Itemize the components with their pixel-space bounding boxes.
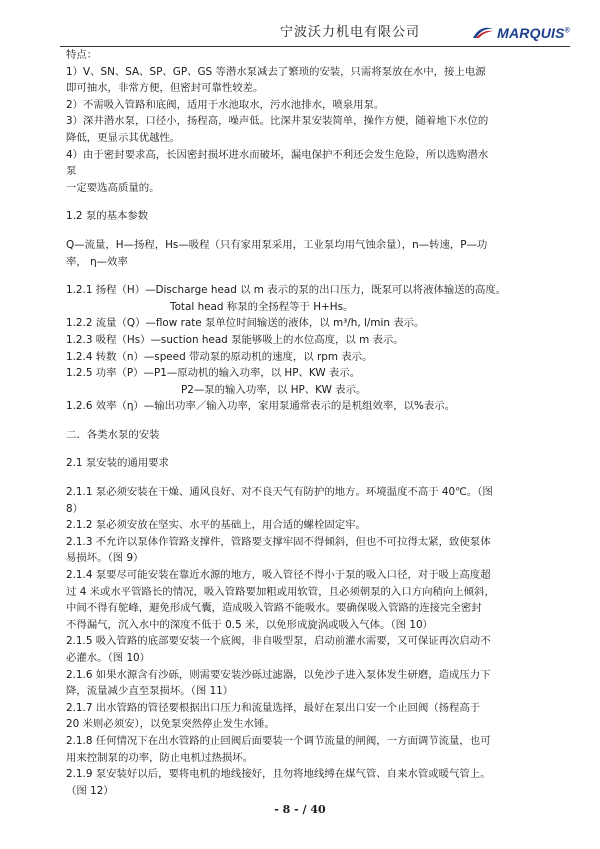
text-line: 特点：: [66, 49, 98, 61]
text-line: 1.2.3 吸程（Hs）—suction head 泵能够吸上的水位高度，以 m 表示。: [66, 333, 404, 346]
text-line: 3）深井潜水泵，口径小，扬程高，噪声低。比深井泵安装简单，操作方便，随着地下水位的: [66, 115, 489, 128]
document-body: [66, 47, 574, 799]
logo-wordmark: MARQUIS®: [497, 25, 570, 41]
text-line: 20 米则必须安），以免泵突然停止发生水锤。: [66, 718, 275, 731]
text-line: 2.1.2 泵必须安放在坚实、水平的基础上，用合适的螺栓固定牢。: [66, 519, 366, 532]
company-title: 宁波沃力机电有限公司: [279, 25, 420, 40]
text-line: 1.2.5 功率（P）—P1—原动机的输入功率，以 HP、KW 表示。: [66, 367, 361, 380]
text-line: 必灌水。（图 10）: [66, 652, 151, 664]
text-line: 1.2.4 转数（n）—speed 带动泵的原动机的速度，以 rpm 表示。: [66, 350, 373, 363]
text-line: 2.1 泵安装的通用要求: [66, 457, 169, 470]
text-line: 2.1.7 出水管路的管径要根据出口压力和流量选择，最好在泵出口安一个止回阀（扬程高于: [66, 701, 481, 714]
text-line: Total head 称泵的全扬程等于 H+Hs。: [170, 300, 354, 313]
logo-swoosh-icon: [472, 26, 494, 40]
blank-line: [66, 415, 574, 427]
text-line: 2.1.4 泵要尽可能安装在靠近水源的地方，吸入管径不得小于泵的吸入口径，对于吸上高度超: [66, 569, 491, 582]
text-line: 1.2.2 流量（Q）—flow rate 泵单位时间输送的液体，以 m³/h, l/min 表示。: [66, 317, 425, 330]
text-line: 2.1.6 如果水源含有沙砾，则需要安装沙砾过滤器，以免沙子进入泵体发生研磨，造成压力下: [66, 668, 491, 681]
page-number: - 8 - / 40: [274, 803, 326, 816]
text-line: 1）V、SN、SA、SP、GP、GS 等潜水泵减去了繁琐的安装，只需将泵放在水中，接上电源: [66, 65, 486, 78]
text-line: 降低，更显示其优越性。: [66, 131, 181, 144]
text-line: Q—流量，H—扬程，Hs—吸程（只有家用泵采用，工业泵均用气蚀余量），n—转速，P—功: [66, 238, 488, 251]
text-line: 1.2.6 效率（η）—输出功率／输入功率，家用泵通常表示的是机组效率，以%表示。: [66, 400, 456, 413]
text-line: 2.1.3 不允许以泵体作管路支撑件，管路要支撑牢固不得倾斜，但也不可拉得太紧，致使泵体: [66, 535, 491, 548]
text-line: 易损坏。（图 9）: [66, 552, 144, 565]
text-line: 8）: [66, 502, 84, 515]
text-line: 率， η—效率: [66, 255, 128, 268]
text-line: 2.1.5 吸入管路的底部要安装一个底阀，非自吸型泵，启动前灌水需要，又可保证再次启动不: [66, 635, 491, 648]
text-line: 1.2 泵的基本参数: [66, 210, 149, 223]
text-line: 4）由于密封要求高，长因密封损坏进水而破坏，漏电保护不利还会发生危险，所以选购潜水: [66, 148, 489, 161]
text-line: 2）不需吸入管路和底阀，适用于水池取水，污水池排水，喷泉用泵。: [66, 98, 385, 111]
text-line: 1.2.1 扬程（H）—Discharge head 以 m 表示的泵的出口压力，既泵可以将液体输送的高度。: [66, 284, 507, 297]
text-line: 2.1.9 泵安装好以后，要将电机的地线接好，且勿将地线缚在煤气管、自来水管或暖气管上。: [66, 768, 491, 781]
text-line: 2.1.8 任何情况下在出水管路的止回阀后面要装一个调节流量的闸阀，一方面调节流量，也可: [66, 734, 491, 747]
marquis-logo: [472, 24, 570, 42]
text-line: 一定要选高质量的。: [66, 181, 160, 194]
text-line: 中间不得有鸵峰，避免形成气囊，造成吸入管路不能吸水。要确保吸入管路的连接完全密封: [66, 602, 482, 615]
text-line: 降，流量减少直至泵损坏。（图 11）: [66, 685, 234, 698]
blank-line: [66, 196, 574, 208]
text-line: 用来控制泵的功率，防止电机过热损坏。: [66, 751, 254, 764]
text-line: （图 12）: [66, 784, 114, 797]
text-line: 泵: [66, 165, 77, 178]
text-line: 二．各类水泵的安装: [66, 428, 160, 441]
blank-line: [66, 443, 574, 455]
text-line: 2.1.1 泵必须安装在干燥、通风良好、对不良天气有防护的地方。环境温度不高于 40℃。（图: [66, 486, 493, 499]
blank-line: [66, 472, 574, 484]
page-header: [60, 22, 570, 47]
blank-line: [66, 225, 574, 237]
text-line: 即可抽水，非常方便，但密封可靠性较差。: [66, 82, 264, 95]
registered-mark: ®: [564, 27, 570, 35]
text-line: P2—泵的输入功率，以 HP、KW 表示。: [181, 383, 367, 396]
text-line: 不得漏气，沉入水中的深度不低于 0.5 米，以免形成旋涡或吸入气体。（图 10）: [66, 618, 433, 631]
text-line: 过 4 米或水平管路长的情况，吸入管路要加粗或用软管，且必须朝泵的入口方向稍向上倾斜，: [66, 585, 495, 598]
blank-line: [66, 270, 574, 282]
